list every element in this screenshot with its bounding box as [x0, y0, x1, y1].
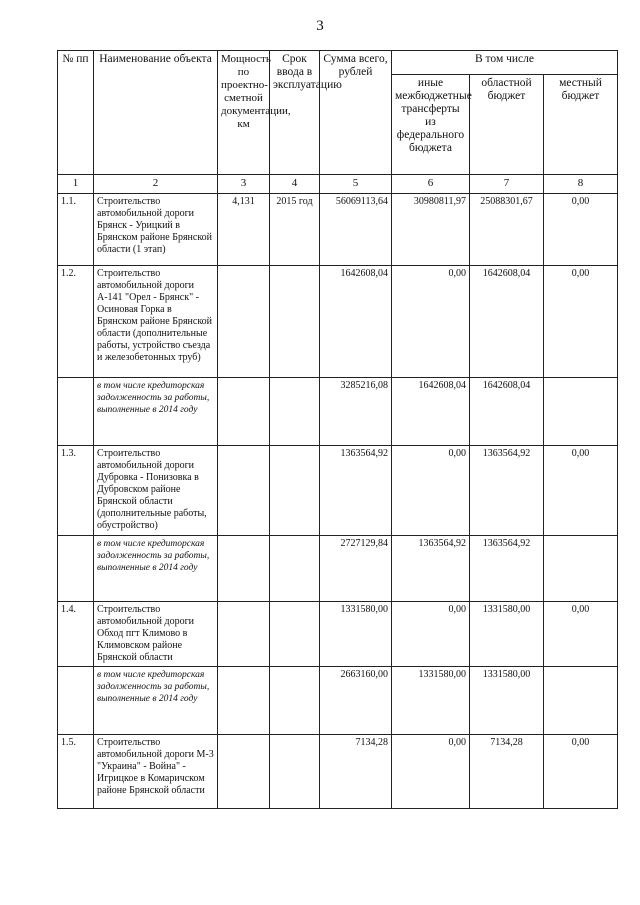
column-number: 3 — [218, 175, 270, 194]
row-regional: 1363564,92 — [470, 446, 544, 536]
row-federal: 1331580,00 — [392, 667, 470, 735]
row-federal: 0,00 — [392, 446, 470, 536]
row-capacity — [218, 446, 270, 536]
row-federal: 0,00 — [392, 266, 470, 378]
row-deadline — [270, 536, 320, 602]
header-name: Наименование объекта — [94, 51, 218, 175]
header-num: № пп — [58, 51, 94, 175]
row-local — [544, 667, 618, 735]
table-row-note — [58, 536, 618, 602]
row-regional: 1331580,00 — [470, 602, 544, 667]
row-num — [58, 378, 94, 446]
column-number: 8 — [544, 175, 618, 194]
table-row — [58, 446, 618, 536]
row-local — [544, 378, 618, 446]
row-name: Строительство автомобильной дороги Брянск - Урицкий в Брянском районе Брянской области (1 этап) — [94, 194, 218, 266]
row-total: 56069113,64 — [320, 194, 392, 266]
row-total: 1331580,00 — [320, 602, 392, 667]
row-num: 1.3. — [58, 446, 94, 536]
row-deadline — [270, 602, 320, 667]
row-name: Строительство автомобильной дороги Дубровка - Понизовка в Дубровском районе Брянской области (дополнительные работы, обустройство) — [94, 446, 218, 536]
row-capacity — [218, 536, 270, 602]
row-deadline — [270, 266, 320, 378]
row-note: в том числе кредиторская задолженность за работы, выполненные в 2014 году — [94, 378, 218, 446]
row-federal: 0,00 — [392, 735, 470, 809]
header-including: В том числе — [392, 51, 618, 75]
row-num — [58, 536, 94, 602]
row-total: 3285216,08 — [320, 378, 392, 446]
column-number: 2 — [94, 175, 218, 194]
row-regional: 25088301,67 — [470, 194, 544, 266]
row-num: 1.2. — [58, 266, 94, 378]
row-total: 1642608,04 — [320, 266, 392, 378]
row-deadline — [270, 446, 320, 536]
row-capacity — [218, 735, 270, 809]
column-number: 1 — [58, 175, 94, 194]
row-total: 2727129,84 — [320, 536, 392, 602]
row-total: 2663160,00 — [320, 667, 392, 735]
header-regional: областной бюджет — [470, 75, 544, 175]
row-capacity — [218, 378, 270, 446]
table-row-note — [58, 667, 618, 735]
row-federal: 30980811,97 — [392, 194, 470, 266]
row-local: 0,00 — [544, 446, 618, 536]
row-regional: 7134,28 — [470, 735, 544, 809]
row-federal: 0,00 — [392, 602, 470, 667]
header-local: местный бюджет — [544, 75, 618, 175]
row-regional: 1642608,04 — [470, 266, 544, 378]
header-federal: иные межбюджетные трансферты из федерального бюджета — [392, 75, 470, 175]
table-row — [58, 735, 618, 809]
column-number: 6 — [392, 175, 470, 194]
header-deadline: Срок ввода в эксплуатацию — [270, 51, 320, 175]
header-total: Сумма всего, рублей — [320, 51, 392, 175]
row-federal: 1642608,04 — [392, 378, 470, 446]
page-number: 3 — [316, 18, 324, 34]
table-row-note — [58, 378, 618, 446]
table-row — [58, 194, 618, 266]
row-note: в том числе кредиторская задолженность за работы, выполненные в 2014 году — [94, 667, 218, 735]
row-deadline: 2015 год — [270, 194, 320, 266]
row-name: Строительство автомобильной дороги Обход пгт Климово в Климовском районе Брянской области — [94, 602, 218, 667]
row-num: 1.1. — [58, 194, 94, 266]
row-num: 1.4. — [58, 602, 94, 667]
row-regional: 1363564,92 — [470, 536, 544, 602]
table-row — [58, 602, 618, 667]
column-number: 4 — [270, 175, 320, 194]
row-capacity — [218, 667, 270, 735]
row-num: 1.5. — [58, 735, 94, 809]
header-capacity: Мощность по проектно-сметной документации, км — [218, 51, 270, 175]
row-capacity: 4,131 — [218, 194, 270, 266]
row-note: в том числе кредиторская задолженность за работы, выполненные в 2014 году — [94, 536, 218, 602]
column-number: 5 — [320, 175, 392, 194]
row-local: 0,00 — [544, 602, 618, 667]
row-regional: 1642608,04 — [470, 378, 544, 446]
row-local: 0,00 — [544, 735, 618, 809]
row-name: Строительство автомобильной дороги М-3 "Украина" - Война" - Игрицкое в Комаричском районе Брянской области — [94, 735, 218, 809]
row-name: Строительство автомобильной дороги А-141 "Орел - Брянск" - Осиновая Горка в Брянском районе Брянской области (дополнительные работы, устройство съезда и железобетонных труб) — [94, 266, 218, 378]
row-num — [58, 667, 94, 735]
row-local: 0,00 — [544, 194, 618, 266]
row-local: 0,00 — [544, 266, 618, 378]
objects-table — [57, 50, 618, 809]
row-deadline — [270, 667, 320, 735]
row-local — [544, 536, 618, 602]
column-number: 7 — [470, 175, 544, 194]
row-total: 7134,28 — [320, 735, 392, 809]
row-federal: 1363564,92 — [392, 536, 470, 602]
row-capacity — [218, 602, 270, 667]
column-number-row — [58, 175, 618, 194]
row-total: 1363564,92 — [320, 446, 392, 536]
row-deadline — [270, 735, 320, 809]
row-deadline — [270, 378, 320, 446]
row-regional: 1331580,00 — [470, 667, 544, 735]
table-row — [58, 266, 618, 378]
row-capacity — [218, 266, 270, 378]
